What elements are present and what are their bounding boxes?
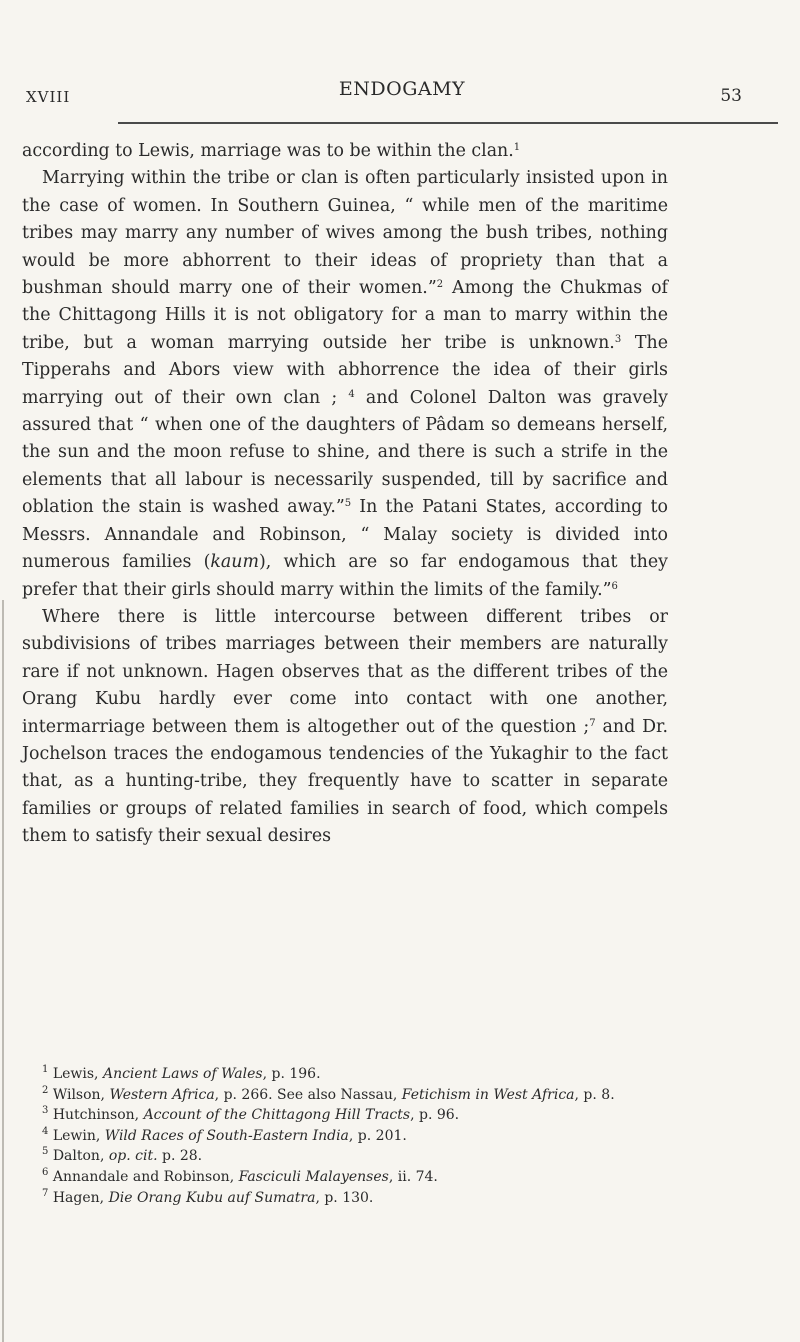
text-run: , p. 201. [348, 1127, 407, 1144]
text-run: and Dr. Jochelson traces the endogamous tendencies of the Yukaghir to the fact that, as a hunting-tribe, they frequently have to scatter in separate families or groups of related families in search of food, which compels them to satisfy their sexual desires [22, 716, 668, 847]
footnote-ref: 4 [348, 388, 355, 400]
italic-text: kaum [210, 552, 259, 573]
page-number: 53 [720, 86, 742, 106]
text-run: p. 28. [157, 1148, 203, 1165]
running-header [22, 78, 782, 114]
text-run: , p. 266. See also Nassau, [214, 1086, 402, 1103]
footnote [22, 1085, 668, 1106]
footnote [22, 1105, 668, 1126]
text-run: , p. 8. [574, 1086, 615, 1103]
text-run: , p. 96. [410, 1107, 460, 1124]
text-run: Where there is little intercourse between different tribes or subdivisions of tribes marriages between their members are naturally rare if not unknown. Hagen observes that as the different tribes of the Orang Kubu hardly ever come into contact with one another, intermarriage between them is altogether out of the question ; [22, 606, 668, 737]
footnote-number: 6 [42, 1166, 49, 1178]
text-run: , p. 130. [315, 1189, 374, 1206]
text-run: , p. 196. [262, 1066, 321, 1082]
text-run: Among the Chukmas of the Chittagong Hills it is not obligatory for a man to marry within the tribe, but a woman marrying outside her tribe is unknown. [22, 278, 668, 353]
page-gutter-line [2, 600, 4, 1342]
running-title: ENDOGAMY [338, 78, 466, 100]
italic-text: Wild Races of South-Eastern India [104, 1127, 349, 1144]
footnote [22, 1146, 668, 1167]
italic-text: Fasciculi Malayenses [238, 1168, 389, 1185]
footnote [22, 1167, 668, 1188]
footnote-number: 1 [42, 1064, 49, 1075]
body-text [22, 138, 668, 851]
footnote-ref: 7 [589, 717, 596, 729]
footnote-number: 3 [42, 1105, 49, 1117]
footnote-number: 7 [42, 1187, 49, 1199]
italic-text: Account of the Chittagong Hill Tracts [143, 1107, 411, 1124]
italic-text: op. cit. [108, 1148, 158, 1165]
text-run: Hagen, [52, 1189, 109, 1206]
footnote-number: 4 [42, 1125, 49, 1137]
footnote-ref: 3 [614, 333, 622, 345]
text-run: Marrying within the tribe or clan is often particularly insisted upon in the case of women. In Southern Guinea, “ while men of the maritime tribes may marry any number of wives among the bush tribes, nothing would be more abhorrent to their ideas of propriety than that a bushman should marry one of their women.” [22, 168, 668, 299]
footnote-ref: 6 [611, 580, 618, 592]
italic-text: Ancient Laws of Wales [102, 1066, 263, 1082]
footnote-ref: 1 [513, 142, 521, 153]
header-rule [118, 122, 778, 124]
text-run: and Colonel Dalton was gravely assured that “ when one of the daughters of Pâdam so demeans herself, the sun and the moon refuse to shine, and there is such a strife in the elements that all labour is necessarily suspended, till by sacrifice and oblation the stain is washed away.” [22, 387, 668, 518]
paragraph [22, 138, 668, 165]
footnote [22, 1064, 668, 1085]
text-run: In the Patani States, according to Messrs. Annandale and Robinson, “ Malay society is divided into numerous families ( [22, 497, 668, 573]
text-run: Wilson, [52, 1086, 110, 1103]
text-run: Lewin, [52, 1127, 105, 1144]
paragraph [22, 604, 668, 851]
text-run: , ii. 74. [388, 1168, 438, 1185]
text-run: Lewis, [52, 1066, 103, 1082]
footnote-number: 5 [42, 1146, 49, 1158]
text-run: ), which are so far endogamous that they prefer that their girls should marry within the limits of the family.” [22, 552, 668, 600]
italic-text: Die Orang Kubu auf Sumatra [108, 1189, 316, 1206]
paragraph [22, 165, 668, 604]
italic-text: Fetichism in West Africa [401, 1086, 575, 1103]
chapter-number: XVIII [26, 88, 71, 106]
text-run: The Tipperahs and Abors view with abhorrence the idea of their girls marrying out of their own clan ; [22, 332, 668, 408]
text-run: Annandale and Robinson, [52, 1168, 239, 1185]
text-run: Hutchinson, [52, 1107, 144, 1124]
text-run: according to Lewis, marriage was to be within the clan. [22, 141, 514, 161]
footnote-ref: 5 [344, 498, 352, 510]
text-run: Dalton, [52, 1148, 109, 1165]
footnotes [22, 1064, 668, 1208]
italic-text: Western Africa [109, 1086, 215, 1103]
footnote [22, 1188, 668, 1209]
footnote [22, 1126, 668, 1147]
footnote-number: 2 [42, 1084, 49, 1096]
footnote-ref: 2 [436, 279, 444, 291]
